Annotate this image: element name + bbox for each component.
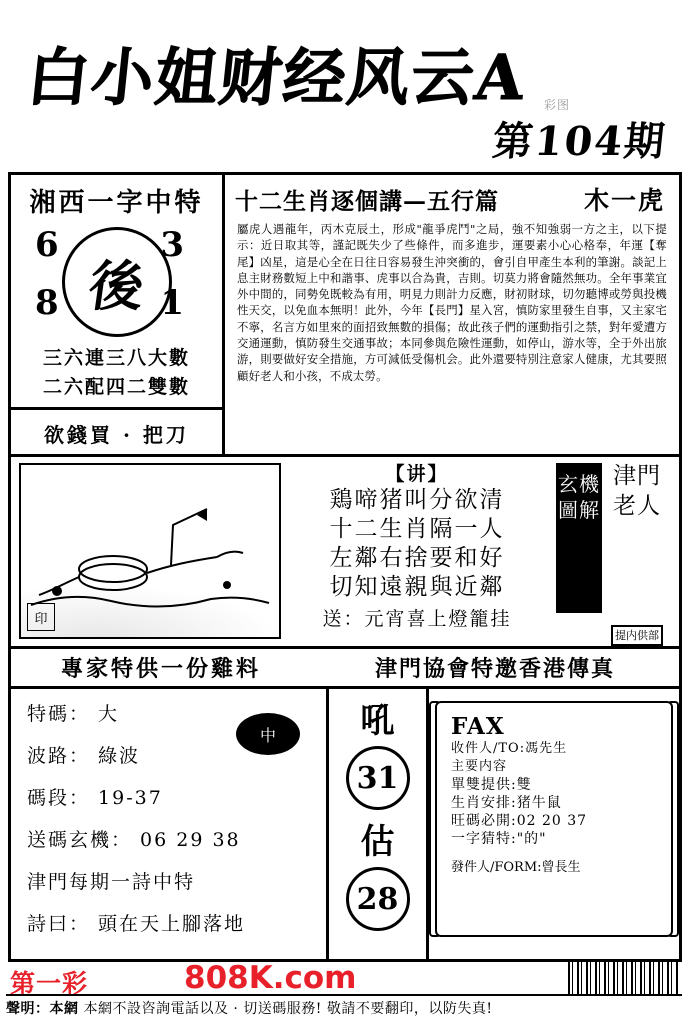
footer-note-prefix: 聲明：本網	[6, 1001, 79, 1017]
fax-scroll	[435, 701, 673, 937]
tip-value-1: 大	[98, 703, 120, 725]
verse-send-line: 送：元宵喜上燈籠挂	[322, 608, 512, 630]
tips-list	[11, 689, 329, 959]
verse-line-2: 十二生肖隔一人	[329, 516, 505, 542]
fax-line-4: 一字猜特:"的"	[451, 831, 547, 847]
lucky-line-2: 二六配四二雙數	[42, 376, 190, 398]
lucky-number-2: 3	[160, 225, 184, 265]
prediction-number-2: 28	[346, 867, 410, 931]
illustration-image	[19, 463, 281, 639]
banner-left: 專家特供一份雞料	[60, 656, 261, 682]
barcode	[568, 962, 680, 994]
tip-row-6	[27, 909, 326, 936]
lucky-number-3: 8	[35, 283, 59, 323]
tip-label-4: 送碼玄機：	[27, 829, 133, 851]
lucky-center-char: 後	[84, 253, 148, 318]
tip-row-5	[27, 867, 326, 894]
bottom-row	[11, 689, 679, 959]
tip-label-2: 波路：	[27, 745, 91, 767]
article-subtitle: 木一虎	[583, 186, 665, 215]
footer-note	[6, 998, 682, 1018]
top-row	[11, 175, 679, 457]
masthead	[0, 0, 690, 170]
sidebar-tag: 提内供部	[611, 625, 663, 646]
tip-value-2: 綠波	[98, 745, 141, 767]
seal-stamp-icon: 印	[27, 603, 55, 631]
tip-row-3	[27, 783, 326, 810]
fax-subject: 主要内容	[451, 759, 508, 774]
tip-value-4: 06 29 38	[140, 829, 241, 851]
tip-label-3: 碼段：	[27, 787, 91, 809]
verse-line-1: 鶏啼猪叫分欲清	[329, 487, 505, 513]
footer-divider	[6, 994, 682, 996]
fax-area	[429, 689, 679, 959]
masthead-ghost-text: 彩图	[543, 98, 570, 112]
lucky-number-1: 6	[35, 225, 59, 265]
article-body: 屬虎人遇龍年，丙木克辰土，形成"龍爭虎鬥"之局，強不知強弱一方之主，以下提示：近日取其等，謹記既失少了些條件，而多進步，運要素小心心格奉，年運【奪尾】凶星，這是心全在日往日容易發生沖突衝的，會引自甲產生本利的筆謝。談記上息主財務數短上中和諧事、虎事以合為貴，吉則。切莫力將會隨然無功。全年事業宜外中間的，同勢免既較為有用，明見力則計力反應，財初財球，切勿聽博或勞與投機性天交，以免血本無明！此外，今年【長門】星入宮，慎防家里發生自事，又主家宅不寧，名言方如里來的面招致無數的損傷；故此孩子們的運動指引之禁，對年愛遭方交通運動，慎防發生交通事故；本同參與危險性運動，如停山，游水等，全于外出旅游，則要做好安全措施，方可減低受傷机会。此外還要特別注意家人健康，尤其要照顧好老人和小孩，不成太勞。	[237, 222, 667, 383]
prediction-number-1: 31	[346, 746, 410, 810]
fax-from: 發件人/FORM:曾長生	[451, 860, 581, 875]
lucky-line-1: 三六連三八大數	[42, 347, 190, 369]
sidebar-title-label: 津門老人	[613, 463, 661, 519]
round-seal-icon: 中	[236, 713, 300, 755]
article-header	[225, 175, 679, 217]
tip-row-4	[27, 825, 326, 852]
prediction-word-2: 估	[360, 822, 395, 862]
article-box	[225, 175, 679, 457]
lucky-number-box	[11, 175, 225, 457]
fax-line-3: 旺碼必開:02 20 37	[451, 813, 588, 829]
footer-logo-bar	[6, 962, 682, 996]
verse-header: 【讲】	[385, 463, 449, 485]
lucky-box-title: 湘西一字中特	[29, 188, 204, 218]
page-title: 白小姐财经风云A	[23, 41, 530, 114]
article-title: 十二生肖逐個講—五行篇	[235, 187, 499, 215]
banner-row	[11, 649, 679, 689]
lucky-center-seal	[62, 227, 172, 337]
sidebar-black-label: 玄機圖解	[556, 463, 602, 613]
tip-label-5: 津門每期一詩中特	[27, 871, 196, 893]
banner-right: 津門協會特邀香港傳真	[374, 656, 615, 682]
fax-title: FAX	[451, 713, 505, 740]
lucky-numbers	[11, 221, 222, 341]
content-frame	[8, 172, 682, 962]
middle-row	[11, 457, 679, 649]
lucky-number-4: 1	[160, 283, 184, 323]
fax-line-1: 單雙提供:雙	[451, 777, 532, 793]
verse-block	[291, 459, 543, 631]
footer-site-url[interactable]: 808K.com	[184, 960, 357, 996]
verse-line-3: 左鄰右捨要和好	[329, 545, 505, 571]
issue-number: 第104期	[489, 118, 669, 165]
prediction-column	[329, 689, 429, 959]
lucky-footer-text: 欲錢買 · 把刀	[44, 423, 189, 447]
footer-note-text: 本網不設咨詢電話以及 · 切送碼服務! 敬請不要翻印，以防失真!	[83, 1001, 493, 1017]
verse-line-4: 切知遠親與近鄰	[329, 574, 505, 600]
tip-label-6: 詩曰：	[27, 913, 91, 935]
footer-brand: 第一彩	[10, 969, 89, 998]
prediction-word-1: 吼	[360, 701, 395, 741]
fax-to: 收件人/TO:馮先生	[451, 741, 568, 756]
fax-line-2: 生肖安排:猪牛鼠	[451, 795, 562, 811]
tip-value-3: 19-37	[98, 787, 163, 809]
tip-label-1: 特碼：	[27, 703, 91, 725]
tip-value-6: 頭在天上腳落地	[98, 913, 246, 935]
